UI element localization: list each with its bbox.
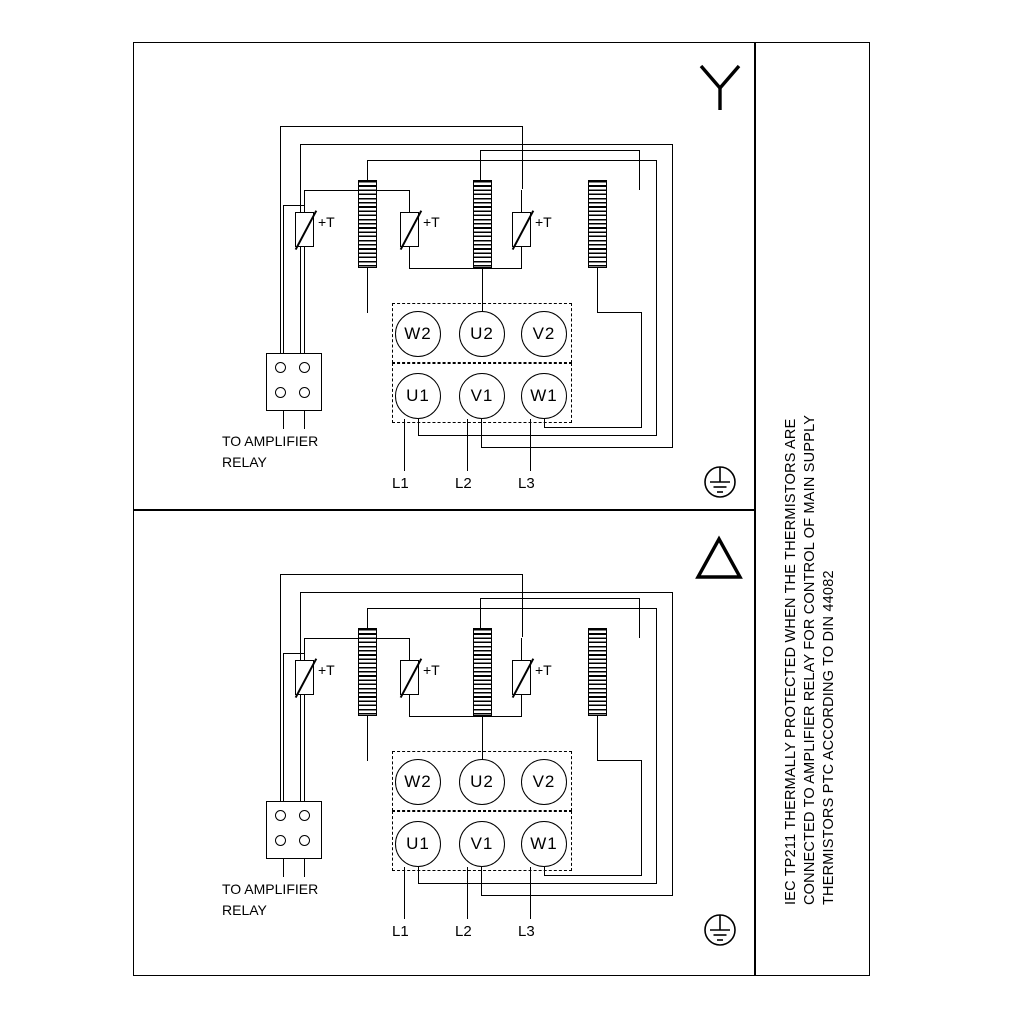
- wire-l2-lead-delta: [467, 867, 468, 919]
- wire-return-h1-delta: [418, 883, 657, 884]
- wire-l1-lead-star: [404, 419, 405, 471]
- thermistor-3-delta: [512, 660, 531, 695]
- side-note-line-3: THERMISTORS PTC ACCORDING TO DIN 44082: [821, 570, 837, 905]
- terminal-v2-star: V2: [521, 311, 567, 357]
- connector-pin-2: [299, 362, 310, 373]
- amplifier-relay-label-line1: TO AMPLIFIER: [222, 433, 319, 449]
- coil-winding-2: [473, 180, 492, 268]
- connector-pin-2-delta: [299, 810, 310, 821]
- delta-triangle-symbol: [694, 535, 744, 581]
- terminal-v1-delta: V1: [459, 821, 505, 867]
- side-note-line-1: IEC TP211 THERMALLY PROTECTED WHEN THE THERMISTORS ARE: [783, 418, 799, 905]
- wire-inner-loop-right-3-delta: [656, 608, 657, 883]
- thermistor-2: [400, 212, 419, 247]
- amplifier-relay-label-line2: RELAY: [222, 454, 267, 470]
- wire-coil3-right-branch: [597, 312, 642, 313]
- wire-thermistor-chain-6: [521, 247, 522, 269]
- connector-pin-1-delta: [275, 810, 286, 821]
- wire-return-v1-delta: [418, 867, 419, 884]
- panel-divider: [133, 509, 755, 511]
- thermistor-1-delta: [295, 660, 314, 695]
- star-wye-symbol: [697, 62, 743, 114]
- wire-connector-lead-2-delta: [304, 859, 305, 877]
- wire-thermistor-to-connector-3: [283, 205, 305, 206]
- wire-thermistor-to-connector-1: [304, 247, 305, 353]
- terminal-w2-star: W2: [395, 311, 441, 357]
- terminal-u2-star: U2: [459, 311, 505, 357]
- terminal-u2-delta: U2: [459, 759, 505, 805]
- wire-thermistor-chain-3: [409, 190, 410, 212]
- wire-l3-lead-delta: [530, 867, 531, 919]
- amplifier-relay-label-line2-delta: RELAY: [222, 902, 267, 918]
- wire-return-h2-star: [481, 447, 673, 448]
- wire-connector-lead-1: [283, 411, 284, 429]
- connector-pin-4: [299, 387, 310, 398]
- wire-return-v2-delta: [481, 867, 482, 896]
- wire-l3-lead-star: [530, 419, 531, 471]
- wire-coil3-to-v2-delta: [597, 716, 598, 761]
- connector-pin-1: [275, 362, 286, 373]
- wire-outer-loop-down-right-2-delta: [672, 592, 673, 895]
- wire-return-h3-delta: [544, 875, 642, 876]
- wire-thermistor-chain-1-delta: [304, 638, 305, 660]
- wire-inner-loop-top-3: [367, 160, 657, 161]
- connector-pin-4-delta: [299, 835, 310, 846]
- wire-inner-loop-top-3-delta: [367, 608, 657, 609]
- amplifier-connector-block-delta: [266, 801, 322, 859]
- wire-coil3-to-v2: [597, 268, 598, 313]
- amplifier-connector-block: [266, 353, 322, 411]
- wire-outer-loop-down-left-1: [280, 126, 281, 358]
- thermistor-2-delta-slash: [400, 658, 422, 698]
- wire-inner-loop-right-3: [656, 160, 657, 435]
- wire-return-v3-star: [544, 419, 545, 428]
- wire-thermistor-chain-1: [304, 190, 305, 212]
- wire-thermistor-chain-4: [409, 247, 410, 269]
- wire-outer-loop-down-left-2: [300, 144, 301, 376]
- wire-return-h2-delta: [481, 895, 673, 896]
- wire-return-v1-star: [418, 419, 419, 436]
- connector-pin-3-delta: [275, 835, 286, 846]
- earth-symbol-delta: [700, 910, 740, 950]
- terminal-v1-star: V1: [459, 373, 505, 419]
- wire-inner-loop-top-4-delta: [480, 598, 640, 599]
- thermistor-3-label: +T: [535, 214, 552, 230]
- wire-return-v3b-star: [641, 312, 642, 428]
- wire-return-h1-star: [418, 435, 657, 436]
- terminal-w2-delta: W2: [395, 759, 441, 805]
- phase-label-l3-delta: L3: [518, 923, 535, 940]
- wire-outer-loop-down-right-2: [672, 144, 673, 447]
- coil-winding-1: [358, 180, 377, 268]
- wire-thermistor-chain-5: [409, 268, 521, 269]
- terminal-u1-star: U1: [395, 373, 441, 419]
- wire-outer-loop-down-left-2-delta: [300, 592, 301, 824]
- wire-coil3-right-branch-delta: [597, 760, 642, 761]
- amplifier-relay-label-line1-delta: TO AMPLIFIER: [222, 881, 319, 897]
- wire-outer-loop-top-2: [300, 144, 673, 145]
- wire-thermistor-chain-5-delta: [409, 716, 521, 717]
- wire-outer-loop-top-1-delta: [280, 574, 523, 575]
- wire-outer-loop-down-right-1: [522, 126, 523, 189]
- wire-connector-lead-1-delta: [283, 859, 284, 877]
- thermistor-3-delta-slash: [512, 658, 534, 698]
- wire-return-h3-star: [544, 427, 642, 428]
- thermistor-1-slash: [295, 210, 317, 250]
- thermistor-3-slash: [512, 210, 534, 250]
- terminal-u1-delta: U1: [395, 821, 441, 867]
- side-note-line-2: CONNECTED TO AMPLIFIER RELAY FOR CONTROL OF MAIN SUPPLY: [802, 414, 818, 905]
- thermistor-2-delta: [400, 660, 419, 695]
- wire-thermistor-to-connector-2: [283, 205, 284, 353]
- wire-return-v3-delta: [544, 867, 545, 876]
- wire-inner-loop-top-4: [480, 150, 640, 151]
- thermistor-3: [512, 212, 531, 247]
- wire-l1-lead-delta: [404, 867, 405, 919]
- wire-thermistor-chain-2: [304, 190, 410, 191]
- wire-thermistor-to-connector-1-delta: [304, 695, 305, 801]
- phase-label-l2-delta: L2: [455, 923, 472, 940]
- wire-outer-loop-top-1: [280, 126, 523, 127]
- coil-winding-3: [588, 180, 607, 268]
- thermistor-2-slash: [400, 210, 422, 250]
- terminal-w1-delta: W1: [521, 821, 567, 867]
- wire-coil1-to-w2: [367, 268, 368, 313]
- wire-inner-loop-right-4-delta: [639, 598, 640, 638]
- thermistor-1: [295, 212, 314, 247]
- wire-thermistor-chain-7-delta: [521, 638, 522, 660]
- wire-thermistor-to-connector-2-delta: [283, 653, 284, 801]
- thermistor-3-label-delta: +T: [535, 662, 552, 678]
- coil-winding-3-delta: [588, 628, 607, 716]
- thermistor-2-label: +T: [423, 214, 440, 230]
- wire-connector-lead-2: [304, 411, 305, 429]
- phase-label-l1-delta: L1: [392, 923, 409, 940]
- wire-outer-loop-down-left-1-delta: [280, 574, 281, 806]
- wire-return-v3b-delta: [641, 760, 642, 876]
- wire-inner-loop-right-4: [639, 150, 640, 190]
- wire-outer-loop-down-right-1-delta: [522, 574, 523, 637]
- wire-thermistor-chain-2-delta: [304, 638, 410, 639]
- wire-thermistor-chain-4-delta: [409, 695, 410, 717]
- wire-return-v2-star: [481, 419, 482, 448]
- wire-outer-loop-top-2-delta: [300, 592, 673, 593]
- wire-thermistor-chain-7: [521, 190, 522, 212]
- connector-pin-3: [275, 387, 286, 398]
- thermistor-2-label-delta: +T: [423, 662, 440, 678]
- terminal-v2-delta: V2: [521, 759, 567, 805]
- thermistor-1-label-delta: +T: [318, 662, 335, 678]
- earth-symbol-star: [700, 462, 740, 502]
- wire-thermistor-chain-3-delta: [409, 638, 410, 660]
- thermistor-1-label: +T: [318, 214, 335, 230]
- phase-label-l3-star: L3: [518, 475, 535, 492]
- coil-winding-1-delta: [358, 628, 377, 716]
- wire-l2-lead-star: [467, 419, 468, 471]
- wire-thermistor-to-connector-3-delta: [283, 653, 305, 654]
- phase-label-l1-star: L1: [392, 475, 409, 492]
- phase-label-l2-star: L2: [455, 475, 472, 492]
- coil-winding-2-delta: [473, 628, 492, 716]
- thermistor-1-delta-slash: [295, 658, 317, 698]
- wire-coil1-to-w2-delta: [367, 716, 368, 761]
- wire-thermistor-chain-6-delta: [521, 695, 522, 717]
- terminal-w1-star: W1: [521, 373, 567, 419]
